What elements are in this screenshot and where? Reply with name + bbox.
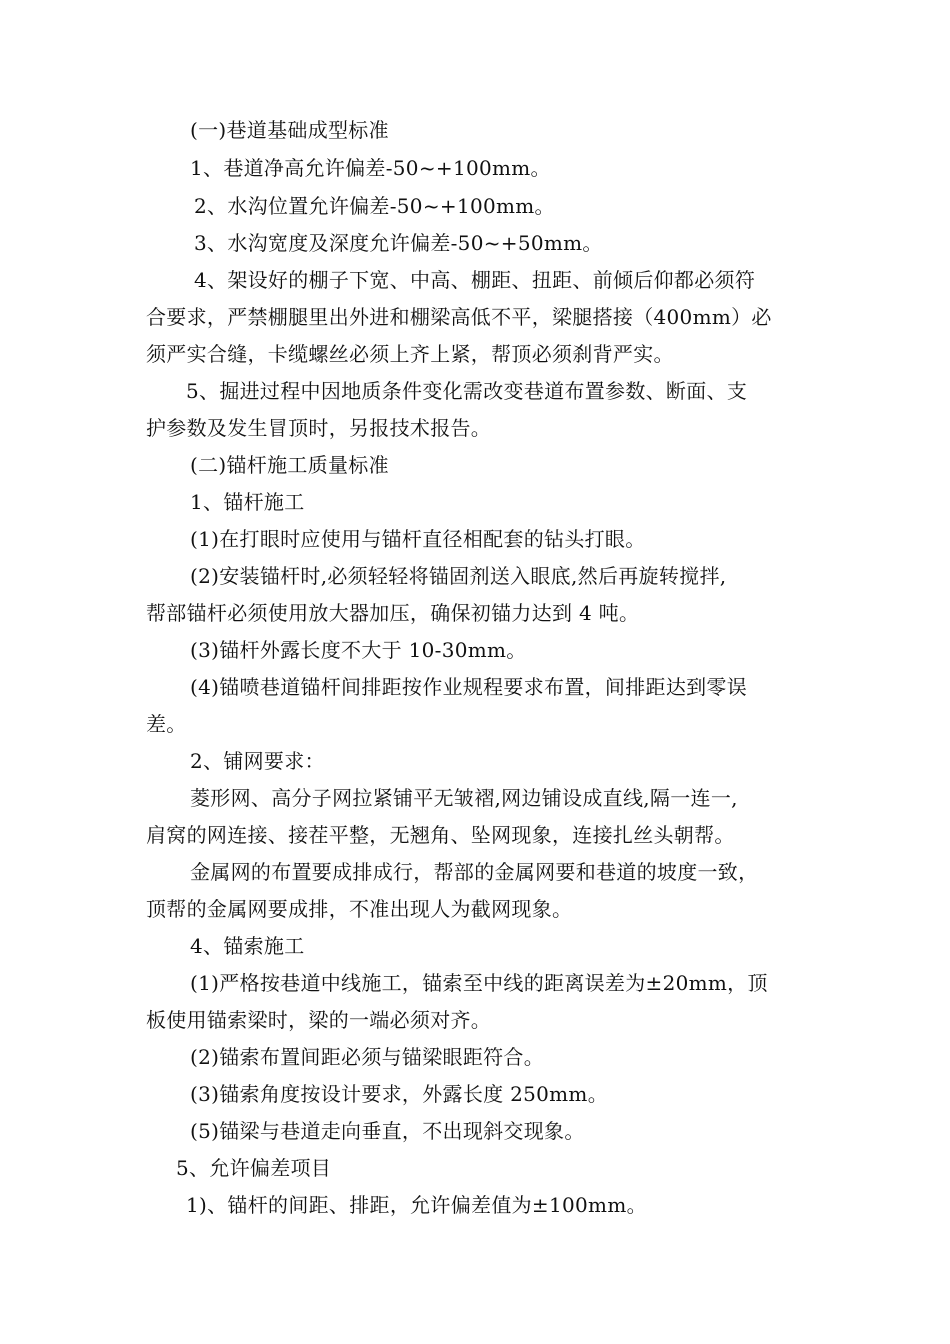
paragraph-line: (2)锚索布置间距必须与锚梁眼距符合。	[190, 1045, 545, 1069]
paragraph-line: 须严实合缝，卡缆螺丝必须上齐上紧，帮顶必须刹背严实。	[146, 342, 674, 366]
paragraph-line: 顶帮的金属网要成排，不准出现人为截网现象。	[146, 897, 573, 921]
paragraph-line: (4)锚喷巷道锚杆间排距按作业规程要求布置，间排距达到零误	[190, 675, 748, 699]
paragraph-line: 3、水沟宽度及深度允许偏差-50~+50mm。	[194, 231, 603, 255]
paragraph-line: 肩窝的网连接、接茬平整，无翘角、坠网现象，连接扎丝头朝帮。	[146, 823, 735, 847]
paragraph-line: 5、允许偏差项目	[176, 1156, 332, 1180]
paragraph-line: (3)锚杆外露长度不大于 10-30mm。	[190, 638, 527, 662]
paragraph-line: 4、锚索施工	[190, 934, 305, 958]
paragraph-line: (1)在打眼时应使用与锚杆直径相配套的钻头打眼。	[190, 527, 646, 551]
paragraph-line: 5、掘进过程中因地质条件变化需改变巷道布置参数、断面、支	[186, 379, 748, 403]
paragraph-line: 护参数及发生冒顶时，另报技术报告。	[146, 416, 492, 440]
paragraph-line: 1、锚杆施工	[190, 490, 305, 514]
section-heading: (一)巷道基础成型标准	[190, 118, 389, 142]
paragraph-line: 1)、锚杆的间距、排距，允许偏差值为±100mm。	[186, 1193, 647, 1217]
paragraph-line: 差。	[146, 712, 187, 736]
paragraph-line: (5)锚梁与巷道走向垂直，不出现斜交现象。	[190, 1119, 585, 1143]
paragraph-line: (2)安装锚杆时,必须轻轻将锚固剂送入眼底,然后再旋转搅拌,	[190, 564, 727, 588]
paragraph-line: 菱形网、高分子网拉紧铺平无皱褶,网边铺设成直线,隔一连一,	[190, 786, 738, 810]
paragraph-line: 板使用锚索梁时，梁的一端必须对齐。	[146, 1008, 492, 1032]
paragraph-line: 金属网的布置要成排成行，帮部的金属网要和巷道的坡度一致，	[190, 860, 759, 884]
paragraph-line: 合要求，严禁棚腿里出外进和棚梁高低不平，梁腿搭接（400mm）必	[146, 305, 772, 329]
paragraph-line: 4、架设好的棚子下宽、中高、棚距、扭距、前倾后仰都必须符	[194, 268, 756, 292]
paragraph-line: (3)锚索角度按设计要求，外露长度 250mm。	[190, 1082, 608, 1106]
paragraph-line: 2、水沟位置允许偏差-50~+100mm。	[194, 194, 555, 218]
paragraph-line: 1、巷道净高允许偏差-50~+100mm。	[190, 156, 551, 180]
paragraph-line: 帮部锚杆必须使用放大器加压，确保初锚力达到 4 吨。	[146, 601, 640, 625]
paragraph-line: (1)严格按巷道中线施工，锚索至中线的距离误差为±20mm，顶	[190, 971, 768, 995]
section-heading: (二)锚杆施工质量标准	[190, 453, 389, 477]
paragraph-line: 2、铺网要求：	[190, 749, 325, 773]
